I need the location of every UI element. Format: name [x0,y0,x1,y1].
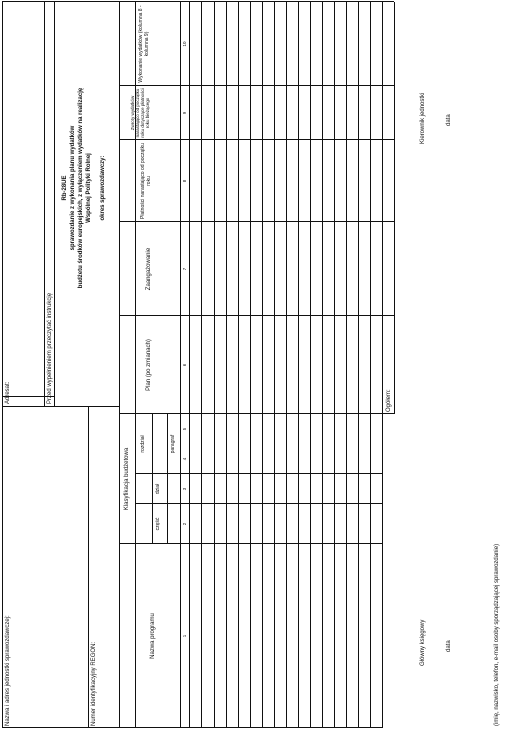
col-number-2: 2 [182,522,187,526]
col-number-7: 7 [182,267,187,271]
col-number-5: 5 [182,427,187,431]
row-line-16 [382,2,383,728]
header-bottom-line [180,2,181,728]
total-row-bottom [394,2,395,414]
col-line-2 [135,503,382,504]
col-rozdzial: rozdział [140,435,146,453]
row-line-12 [334,2,335,728]
col-platnosci: Płatności narastająco od początku roku [140,143,152,219]
row-line-4 [238,2,239,728]
date-right-label: data [446,114,452,126]
class-sub-1 [152,414,153,544]
title-line-3: Wspólnej Polityki Rolnej [86,153,92,223]
class-sub-2 [167,414,168,544]
instructions-label: Przed wypełnieniem przeczytać instrukcję [47,292,53,404]
row-line-1 [201,2,202,728]
date-left-label: data [446,640,452,652]
row-line-3 [226,2,227,728]
title-line-2: budżetu środków europejskich, z wyłączeniem wydatków na realizację [78,87,84,289]
col-line-9 [119,1,394,2]
row-line-8 [286,2,287,728]
row-line-11 [322,2,323,728]
col-zwroty: Zwroty wydatków narastająco od początku roku dotyczące płatności roku bieżącego [130,88,150,138]
row-line-7 [274,2,275,728]
row-line-13 [346,2,347,728]
period-label: okres sprawozdawczy: [100,155,106,221]
col-number-4: 4 [182,457,187,461]
row-line-15 [370,2,371,728]
chief-accountant-label: Główny księgowy [420,619,426,666]
col-line-0 [119,727,382,728]
col-line-4 [119,413,394,414]
col-plan: Plan (po zmianach) [146,339,152,391]
col-classification: Klasyfikacja budżetowa [124,447,130,511]
col-number-8: 8 [182,179,187,183]
col-czesc: część [155,517,161,531]
form-code: Rb-28UE [62,175,68,201]
col-line-5 [119,315,394,316]
col-line-6 [119,221,394,222]
row-line-10 [310,2,311,728]
head-of-unit-label: Kierownik jednostki [420,92,426,144]
col-number-1: 1 [182,634,187,638]
numbers-bottom-line [189,2,190,728]
col-number-6: 6 [182,363,187,367]
col-number-10: 10 [182,41,187,47]
table-top-line [119,2,120,728]
addressee-label: Adresat: [5,381,11,404]
col-program: Nazwa programu [150,613,156,659]
col-zaangazowanie: Zaangażowanie [146,247,152,291]
col-line-7 [119,139,394,140]
col-number-9: 9 [182,111,187,115]
col-paragraf: paragraf [170,434,176,454]
unit-name-label: Nazwa i adres jednostki sprawozdawczej: [5,615,11,726]
col-number-3: 3 [182,487,187,491]
row-line-9 [298,2,299,728]
title-line-1: sprawozdanie z wykonania planu wydatków [70,125,76,251]
col-dzial: dział [155,483,161,495]
row-line-2 [214,2,215,728]
row-line-6 [262,2,263,728]
row-line-14 [358,2,359,728]
total-label: Ogółem: [386,389,392,412]
regon-label: Numer identyfikacyjny REGON: [91,641,97,726]
preparer-note: (imię, nazwisko, telefon, e-mail osoby sporządzającej sprawozdanie) [494,543,500,726]
row-line-5 [250,2,251,728]
col-line-8 [119,85,394,86]
col-wykonanie: Wykonanie wydatków (kolumna 8 - kolumna 9) [138,5,150,83]
